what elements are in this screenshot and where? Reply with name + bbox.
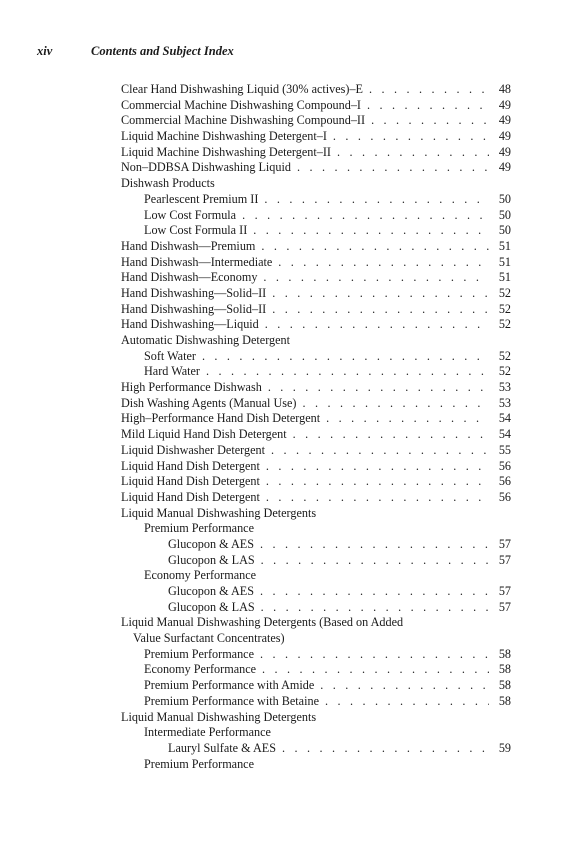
toc-entry-label: Hand Dishwash—Premium — [121, 238, 256, 253]
toc-entry-label: Liquid Manual Dishwashing Detergents (Based on Added — [121, 615, 404, 630]
toc-entry-page: 49 — [498, 129, 511, 144]
toc-entry-page: 59 — [498, 740, 511, 755]
toc-entry-page: 52 — [498, 364, 511, 379]
toc-entry — [121, 757, 511, 773]
dot-leader — [261, 600, 489, 616]
toc-entry-label: Economy Performance — [144, 568, 257, 583]
dot-leader — [265, 317, 489, 333]
toc-entry-page: 56 — [498, 458, 511, 473]
toc-entry — [121, 364, 511, 380]
toc-entry-label: Hand Dishwash—Economy — [121, 270, 258, 285]
toc-entry — [121, 411, 511, 427]
toc-entry — [121, 647, 511, 663]
toc-entry — [121, 317, 511, 333]
dot-leader — [264, 192, 489, 208]
toc-entry — [121, 239, 511, 255]
toc-entry — [121, 584, 511, 600]
toc-entry-label: Hand Dishwash—Intermediate — [121, 254, 273, 269]
toc-entry-page: 49 — [498, 144, 511, 159]
toc-entry-label: Low Cost Formula II — [144, 223, 248, 238]
toc-entry-page: 57 — [498, 599, 511, 614]
toc-entry-label: Clear Hand Dishwashing Liquid (30% actives)–E — [121, 82, 364, 96]
toc-entry — [121, 521, 511, 537]
toc-entry — [121, 223, 511, 239]
toc-entry-label: High–Performance Hand Dish Detergent — [121, 411, 321, 426]
toc-entry-page: 52 — [498, 348, 511, 363]
toc-entry — [121, 615, 511, 631]
toc-entry-label: Mild Liquid Hand Dish Detergent — [121, 427, 287, 442]
toc-entry — [121, 427, 511, 443]
toc-entry — [121, 160, 511, 176]
toc-entry-label: Premium Performance — [144, 756, 254, 771]
toc-entry — [121, 474, 511, 490]
toc-entry-label: Premium Performance — [144, 521, 254, 536]
toc-entry — [121, 662, 511, 678]
dot-leader — [272, 302, 489, 318]
toc-entry — [121, 678, 511, 694]
toc-entry — [121, 600, 511, 616]
toc-entry-label: Premium Performance — [144, 646, 254, 661]
dot-leader — [297, 160, 489, 176]
dot-leader — [337, 145, 489, 161]
page-number: xiv — [37, 44, 53, 58]
toc-entry-page: 51 — [498, 270, 511, 285]
toc-entry-page: 52 — [498, 285, 511, 300]
toc-entry-page: 48 — [498, 82, 511, 96]
toc-entry — [121, 710, 511, 726]
toc-entry — [121, 270, 511, 286]
toc-entry — [121, 741, 511, 757]
toc-entry-label: Glucopon & AES — [168, 584, 254, 598]
toc-entry-label: Liquid Machine Dishwashing Detergent–II — [121, 144, 331, 159]
toc-entry — [121, 490, 511, 506]
toc-entry-page: 58 — [498, 646, 511, 661]
toc-entry-page: 51 — [498, 238, 511, 253]
toc-entry — [121, 145, 511, 161]
toc-entry-label: High Performance Dishwash — [121, 380, 262, 395]
dot-leader — [266, 474, 489, 490]
toc-entry — [121, 694, 511, 710]
toc-entry — [121, 208, 511, 224]
dot-leader — [371, 113, 489, 129]
toc-entry — [121, 631, 511, 647]
toc-entry-label: Hand Dishwashing—Solid–II — [121, 285, 267, 300]
dot-leader — [326, 411, 489, 427]
toc-entry — [121, 396, 511, 412]
dot-leader — [202, 349, 489, 365]
toc-entry — [121, 82, 511, 98]
toc-entry-page: 58 — [498, 662, 511, 677]
dot-leader — [282, 741, 489, 757]
toc-entry-label: Hand Dishwashing—Solid–II — [121, 301, 267, 316]
dot-leader — [333, 129, 489, 145]
toc-entry-label: Glucopon & AES — [168, 536, 254, 551]
toc-entry-page: 57 — [498, 552, 511, 567]
toc-entry-label: Glucopon & LAS — [168, 599, 255, 614]
toc-entry — [121, 725, 511, 741]
toc-entry-page: 53 — [498, 380, 511, 395]
toc-entry-page: 53 — [498, 395, 511, 410]
toc-entry-label: Hand Dishwashing—Liquid — [121, 317, 259, 332]
dot-leader — [260, 537, 489, 553]
toc-entry-page: 50 — [498, 191, 511, 206]
dot-leader — [325, 694, 489, 710]
toc-entry-label: Low Cost Formula — [144, 207, 237, 222]
toc-entry — [121, 333, 511, 349]
toc-entry-label: Automatic Dishwashing Detergent — [121, 333, 291, 347]
dot-leader — [263, 270, 489, 286]
toc-entry — [121, 349, 511, 365]
toc-entry-page: 49 — [498, 97, 511, 112]
dot-leader — [271, 443, 489, 459]
toc-entry-label: Non–DDBSA Dishwashing Liquid — [121, 160, 291, 175]
toc-entry — [121, 443, 511, 459]
toc-entry-label: Liquid Hand Dish Detergent — [121, 458, 260, 473]
dot-leader — [293, 427, 489, 443]
toc-entry — [121, 506, 511, 522]
dot-leader — [303, 396, 490, 412]
dot-leader — [266, 459, 489, 475]
toc-entry-page: 58 — [498, 693, 511, 708]
toc-entry-page: 51 — [498, 254, 511, 269]
toc-entry — [121, 255, 511, 271]
toc-entry-page: 56 — [498, 489, 511, 504]
toc-entry-label: Liquid Hand Dish Detergent — [121, 474, 260, 489]
dot-leader — [261, 239, 489, 255]
toc-entry-label: Dishwash Products — [121, 176, 215, 191]
toc-entry-label: Soft Water — [144, 348, 196, 363]
dot-leader — [367, 98, 489, 114]
toc-entry-page: 56 — [498, 474, 511, 489]
toc-entry-label: Value Surfactant Concentrates) — [133, 631, 285, 646]
toc-entry — [121, 113, 511, 129]
toc-entry — [121, 192, 511, 208]
running-title: Contents and Subject Index — [91, 44, 234, 58]
dot-leader — [278, 255, 489, 271]
toc-entry-label: Intermediate Performance — [144, 725, 271, 740]
dot-leader — [268, 380, 489, 396]
dot-leader — [242, 208, 489, 224]
running-header — [37, 44, 234, 59]
dot-leader — [320, 678, 489, 694]
dot-leader — [260, 647, 489, 663]
toc-entry-label: Pearlescent Premium II — [144, 191, 259, 206]
toc-entry — [121, 129, 511, 145]
toc-entry-label: Hard Water — [144, 364, 200, 379]
dot-leader — [262, 662, 489, 678]
dot-leader — [266, 490, 489, 506]
toc-entry — [121, 302, 511, 318]
dot-leader — [369, 82, 489, 98]
toc-entry-label: Liquid Dishwasher Detergent — [121, 442, 265, 457]
toc-entry-label: Liquid Manual Dishwashing Detergents — [121, 505, 317, 520]
toc-entry-page: 55 — [498, 442, 511, 457]
toc-entry-label: Liquid Manual Dishwashing Detergents — [121, 709, 317, 724]
toc-entry — [121, 537, 511, 553]
toc-entry-label: Lauryl Sulfate & AES — [168, 740, 276, 755]
toc-entry-label: Premium Performance with Betaine — [144, 693, 319, 708]
toc-entry-label: Liquid Hand Dish Detergent — [121, 489, 260, 504]
dot-leader — [260, 584, 489, 600]
toc-entry-page: 50 — [498, 207, 511, 222]
toc-entry — [121, 553, 511, 569]
toc-entry-label: Commercial Machine Dishwashing Compound–II — [121, 113, 366, 128]
toc-entry — [121, 380, 511, 396]
toc-entry-page: 57 — [498, 584, 511, 598]
table-of-contents — [121, 82, 511, 772]
dot-leader — [253, 223, 489, 239]
toc-entry-label: Economy Performance — [144, 662, 257, 677]
toc-entry-page: 52 — [498, 301, 511, 316]
toc-entry-label: Premium Performance with Amide — [144, 678, 315, 693]
toc-entry-label: Commercial Machine Dishwashing Compound–I — [121, 97, 361, 112]
toc-entry-label: Liquid Machine Dishwashing Detergent–I — [121, 129, 327, 144]
toc-entry-page: 49 — [498, 160, 511, 175]
toc-entry-page: 54 — [498, 411, 511, 426]
dot-leader — [206, 364, 489, 380]
dot-leader — [272, 286, 489, 302]
toc-entry-label: Glucopon & LAS — [168, 552, 255, 567]
dot-leader — [261, 553, 489, 569]
toc-entry-label: Dish Washing Agents (Manual Use) — [121, 395, 297, 410]
toc-entry — [121, 176, 511, 192]
toc-entry — [121, 568, 511, 584]
toc-entry — [121, 98, 511, 114]
toc-entry-page: 52 — [498, 317, 511, 332]
toc-entry-page: 54 — [498, 427, 511, 442]
toc-entry-page: 49 — [498, 113, 511, 128]
toc-entry — [121, 286, 511, 302]
toc-entry — [121, 459, 511, 475]
toc-entry-page: 58 — [498, 678, 511, 693]
toc-entry-page: 57 — [498, 536, 511, 551]
toc-entry-page: 50 — [498, 223, 511, 238]
